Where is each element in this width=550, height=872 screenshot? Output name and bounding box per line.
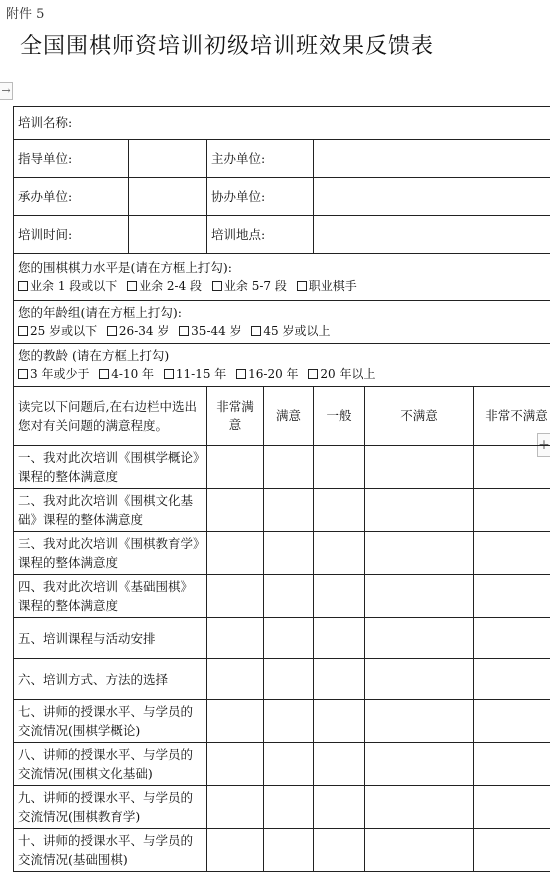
question-rows bbox=[14, 446, 550, 872]
rating-cell[interactable] bbox=[474, 700, 550, 743]
question-text: 二、我对此次培训《围棋文化基础》课程的整体满意度 bbox=[14, 489, 207, 532]
rating-cell[interactable] bbox=[314, 618, 365, 659]
checkbox-icon[interactable] bbox=[164, 369, 174, 379]
rating-cell[interactable] bbox=[264, 743, 314, 786]
teaching-options bbox=[18, 365, 550, 383]
question-row bbox=[14, 575, 550, 618]
rating-cell[interactable] bbox=[207, 743, 264, 786]
rating-cell[interactable] bbox=[365, 532, 474, 575]
rating-cell[interactable] bbox=[314, 446, 365, 489]
rating-cell[interactable] bbox=[207, 829, 264, 872]
question-text: 六、培训方式、方法的选择 bbox=[14, 659, 207, 700]
teaching-option[interactable]: 3 年或少于 bbox=[18, 367, 89, 381]
level-header: 非常不满意 bbox=[474, 387, 550, 446]
rating-cell[interactable] bbox=[474, 743, 550, 786]
level-header: 满意 bbox=[264, 387, 314, 446]
rating-cell[interactable] bbox=[365, 829, 474, 872]
rating-cell[interactable] bbox=[314, 829, 365, 872]
question-row bbox=[14, 489, 550, 532]
rating-cell[interactable] bbox=[314, 659, 365, 700]
organizer-unit-field[interactable] bbox=[129, 178, 207, 216]
rating-cell[interactable] bbox=[314, 575, 365, 618]
rating-cell[interactable] bbox=[314, 743, 365, 786]
training-name-label: 培训名称: bbox=[18, 115, 72, 130]
rating-cell[interactable] bbox=[365, 489, 474, 532]
question-text: 十、讲师的授课水平、与学员的交流情况(基础围棋) bbox=[14, 829, 207, 872]
rating-cell[interactable] bbox=[365, 786, 474, 829]
rating-cell[interactable] bbox=[207, 659, 264, 700]
host-unit-label: 主办单位: bbox=[207, 140, 314, 178]
skill-options bbox=[18, 277, 550, 295]
skill-option[interactable]: 业余 5-7 段 bbox=[212, 279, 287, 293]
rating-cell[interactable] bbox=[207, 700, 264, 743]
teaching-option[interactable]: 4-10 年 bbox=[99, 367, 154, 381]
checkbox-icon[interactable] bbox=[107, 326, 117, 336]
level-header: 一般 bbox=[314, 387, 365, 446]
rating-cell[interactable] bbox=[365, 659, 474, 700]
rating-cell[interactable] bbox=[264, 618, 314, 659]
training-place-label: 培训地点: bbox=[207, 216, 314, 254]
organizer-unit-label: 承办单位: bbox=[14, 178, 129, 216]
skill-option[interactable]: 业余 2-4 段 bbox=[127, 279, 202, 293]
rating-cell[interactable] bbox=[365, 575, 474, 618]
level-header: 非常满意 bbox=[207, 387, 264, 446]
column-add-marker[interactable]: + bbox=[537, 433, 550, 457]
teaching-question: 您的教龄 (请在方框上打勾) bbox=[18, 347, 550, 365]
teaching-option[interactable]: 16-20 年 bbox=[236, 367, 298, 381]
age-options bbox=[18, 322, 550, 340]
guide-unit-label: 指导单位: bbox=[14, 140, 129, 178]
rating-cell[interactable] bbox=[207, 575, 264, 618]
skill-option[interactable]: 业余 1 段或以下 bbox=[18, 279, 117, 293]
skill-option[interactable]: 职业棋手 bbox=[297, 279, 357, 293]
checkbox-icon[interactable] bbox=[99, 369, 109, 379]
rating-cell[interactable] bbox=[474, 659, 550, 700]
guide-unit-field[interactable] bbox=[129, 140, 207, 178]
question-text: 八、讲师的授课水平、与学员的交流情况(围棋文化基础) bbox=[14, 743, 207, 786]
rating-cell[interactable] bbox=[474, 829, 550, 872]
question-row bbox=[14, 659, 550, 700]
question-row bbox=[14, 743, 550, 786]
training-place-field[interactable] bbox=[314, 216, 550, 254]
annex-label: 附件 5 bbox=[6, 3, 44, 22]
teaching-option[interactable]: 20 年以上 bbox=[308, 367, 375, 381]
checkbox-icon[interactable] bbox=[18, 326, 28, 336]
rating-cell[interactable] bbox=[314, 700, 365, 743]
question-text: 三、我对此次培训《围棋教育学》课程的整体满意度 bbox=[14, 532, 207, 575]
rating-cell[interactable] bbox=[365, 743, 474, 786]
checkbox-icon[interactable] bbox=[236, 369, 246, 379]
question-text: 九、讲师的授课水平、与学员的交流情况(围棋教育学) bbox=[14, 786, 207, 829]
training-time-label: 培训时间: bbox=[14, 216, 129, 254]
checkbox-icon[interactable] bbox=[251, 326, 261, 336]
rating-cell[interactable] bbox=[314, 532, 365, 575]
rating-cell[interactable] bbox=[264, 700, 314, 743]
checkbox-icon[interactable] bbox=[127, 281, 137, 291]
rating-cell[interactable] bbox=[207, 786, 264, 829]
rating-cell[interactable] bbox=[264, 659, 314, 700]
skill-question: 您的围棋棋力水平是(请在方框上打勾): bbox=[18, 259, 550, 277]
rating-cell[interactable] bbox=[474, 618, 550, 659]
row-insert-marker[interactable]: → bbox=[0, 82, 13, 100]
checkbox-icon[interactable] bbox=[212, 281, 222, 291]
question-row bbox=[14, 446, 550, 489]
training-name-cell[interactable] bbox=[14, 107, 550, 140]
age-question: 您的年龄组(请在方框上打勾): bbox=[18, 304, 550, 322]
age-option[interactable]: 45 岁或以上 bbox=[251, 324, 330, 338]
age-option[interactable]: 25 岁或以下 bbox=[18, 324, 97, 338]
rating-cell[interactable] bbox=[314, 489, 365, 532]
checkbox-icon[interactable] bbox=[18, 281, 28, 291]
question-row bbox=[14, 700, 550, 743]
question-row bbox=[14, 532, 550, 575]
age-option[interactable]: 26-34 岁 bbox=[107, 324, 169, 338]
rating-cell[interactable] bbox=[365, 700, 474, 743]
rating-cell[interactable] bbox=[474, 786, 550, 829]
question-text: 七、讲师的授课水平、与学员的交流情况(围棋学概论) bbox=[14, 700, 207, 743]
checkbox-icon[interactable] bbox=[179, 326, 189, 336]
question-text: 一、我对此次培训《围棋学概论》课程的整体满意度 bbox=[14, 446, 207, 489]
rating-cell[interactable] bbox=[264, 786, 314, 829]
co-unit-field[interactable] bbox=[314, 178, 550, 216]
checkbox-icon[interactable] bbox=[18, 369, 28, 379]
co-unit-label: 协办单位: bbox=[207, 178, 314, 216]
rating-cell[interactable] bbox=[264, 446, 314, 489]
checkbox-icon[interactable] bbox=[308, 369, 318, 379]
teaching-option[interactable]: 11-15 年 bbox=[164, 367, 226, 381]
question-row bbox=[14, 786, 550, 829]
question-text: 五、培训课程与活动安排 bbox=[14, 618, 207, 659]
checkbox-icon[interactable] bbox=[297, 281, 307, 291]
rating-cell[interactable] bbox=[314, 786, 365, 829]
rating-cell[interactable] bbox=[474, 532, 550, 575]
host-unit-field[interactable] bbox=[314, 140, 550, 178]
rating-cell[interactable] bbox=[207, 489, 264, 532]
form-title: 全国围棋师资培训初级培训班效果反馈表 bbox=[20, 29, 434, 60]
question-row bbox=[14, 618, 550, 659]
training-time-field[interactable] bbox=[129, 216, 207, 254]
rating-cell[interactable] bbox=[207, 532, 264, 575]
rating-cell[interactable] bbox=[264, 575, 314, 618]
rating-cell[interactable] bbox=[264, 532, 314, 575]
rating-cell[interactable] bbox=[264, 489, 314, 532]
rating-cell[interactable] bbox=[474, 446, 550, 489]
rating-cell[interactable] bbox=[474, 575, 550, 618]
rating-cell[interactable] bbox=[365, 618, 474, 659]
age-option[interactable]: 35-44 岁 bbox=[179, 324, 241, 338]
rating-cell[interactable] bbox=[474, 489, 550, 532]
rating-cell[interactable] bbox=[264, 829, 314, 872]
question-text: 四、我对此次培训《基础围棋》课程的整体满意度 bbox=[14, 575, 207, 618]
rating-instruction: 读完以下问题后,在右边栏中选出您对有关问题的满意程度。 bbox=[14, 387, 207, 446]
rating-cell[interactable] bbox=[207, 618, 264, 659]
feedback-table bbox=[13, 106, 550, 872]
rating-cell[interactable] bbox=[365, 446, 474, 489]
question-row bbox=[14, 829, 550, 872]
rating-cell[interactable] bbox=[207, 446, 264, 489]
level-header: 不满意 bbox=[365, 387, 474, 446]
